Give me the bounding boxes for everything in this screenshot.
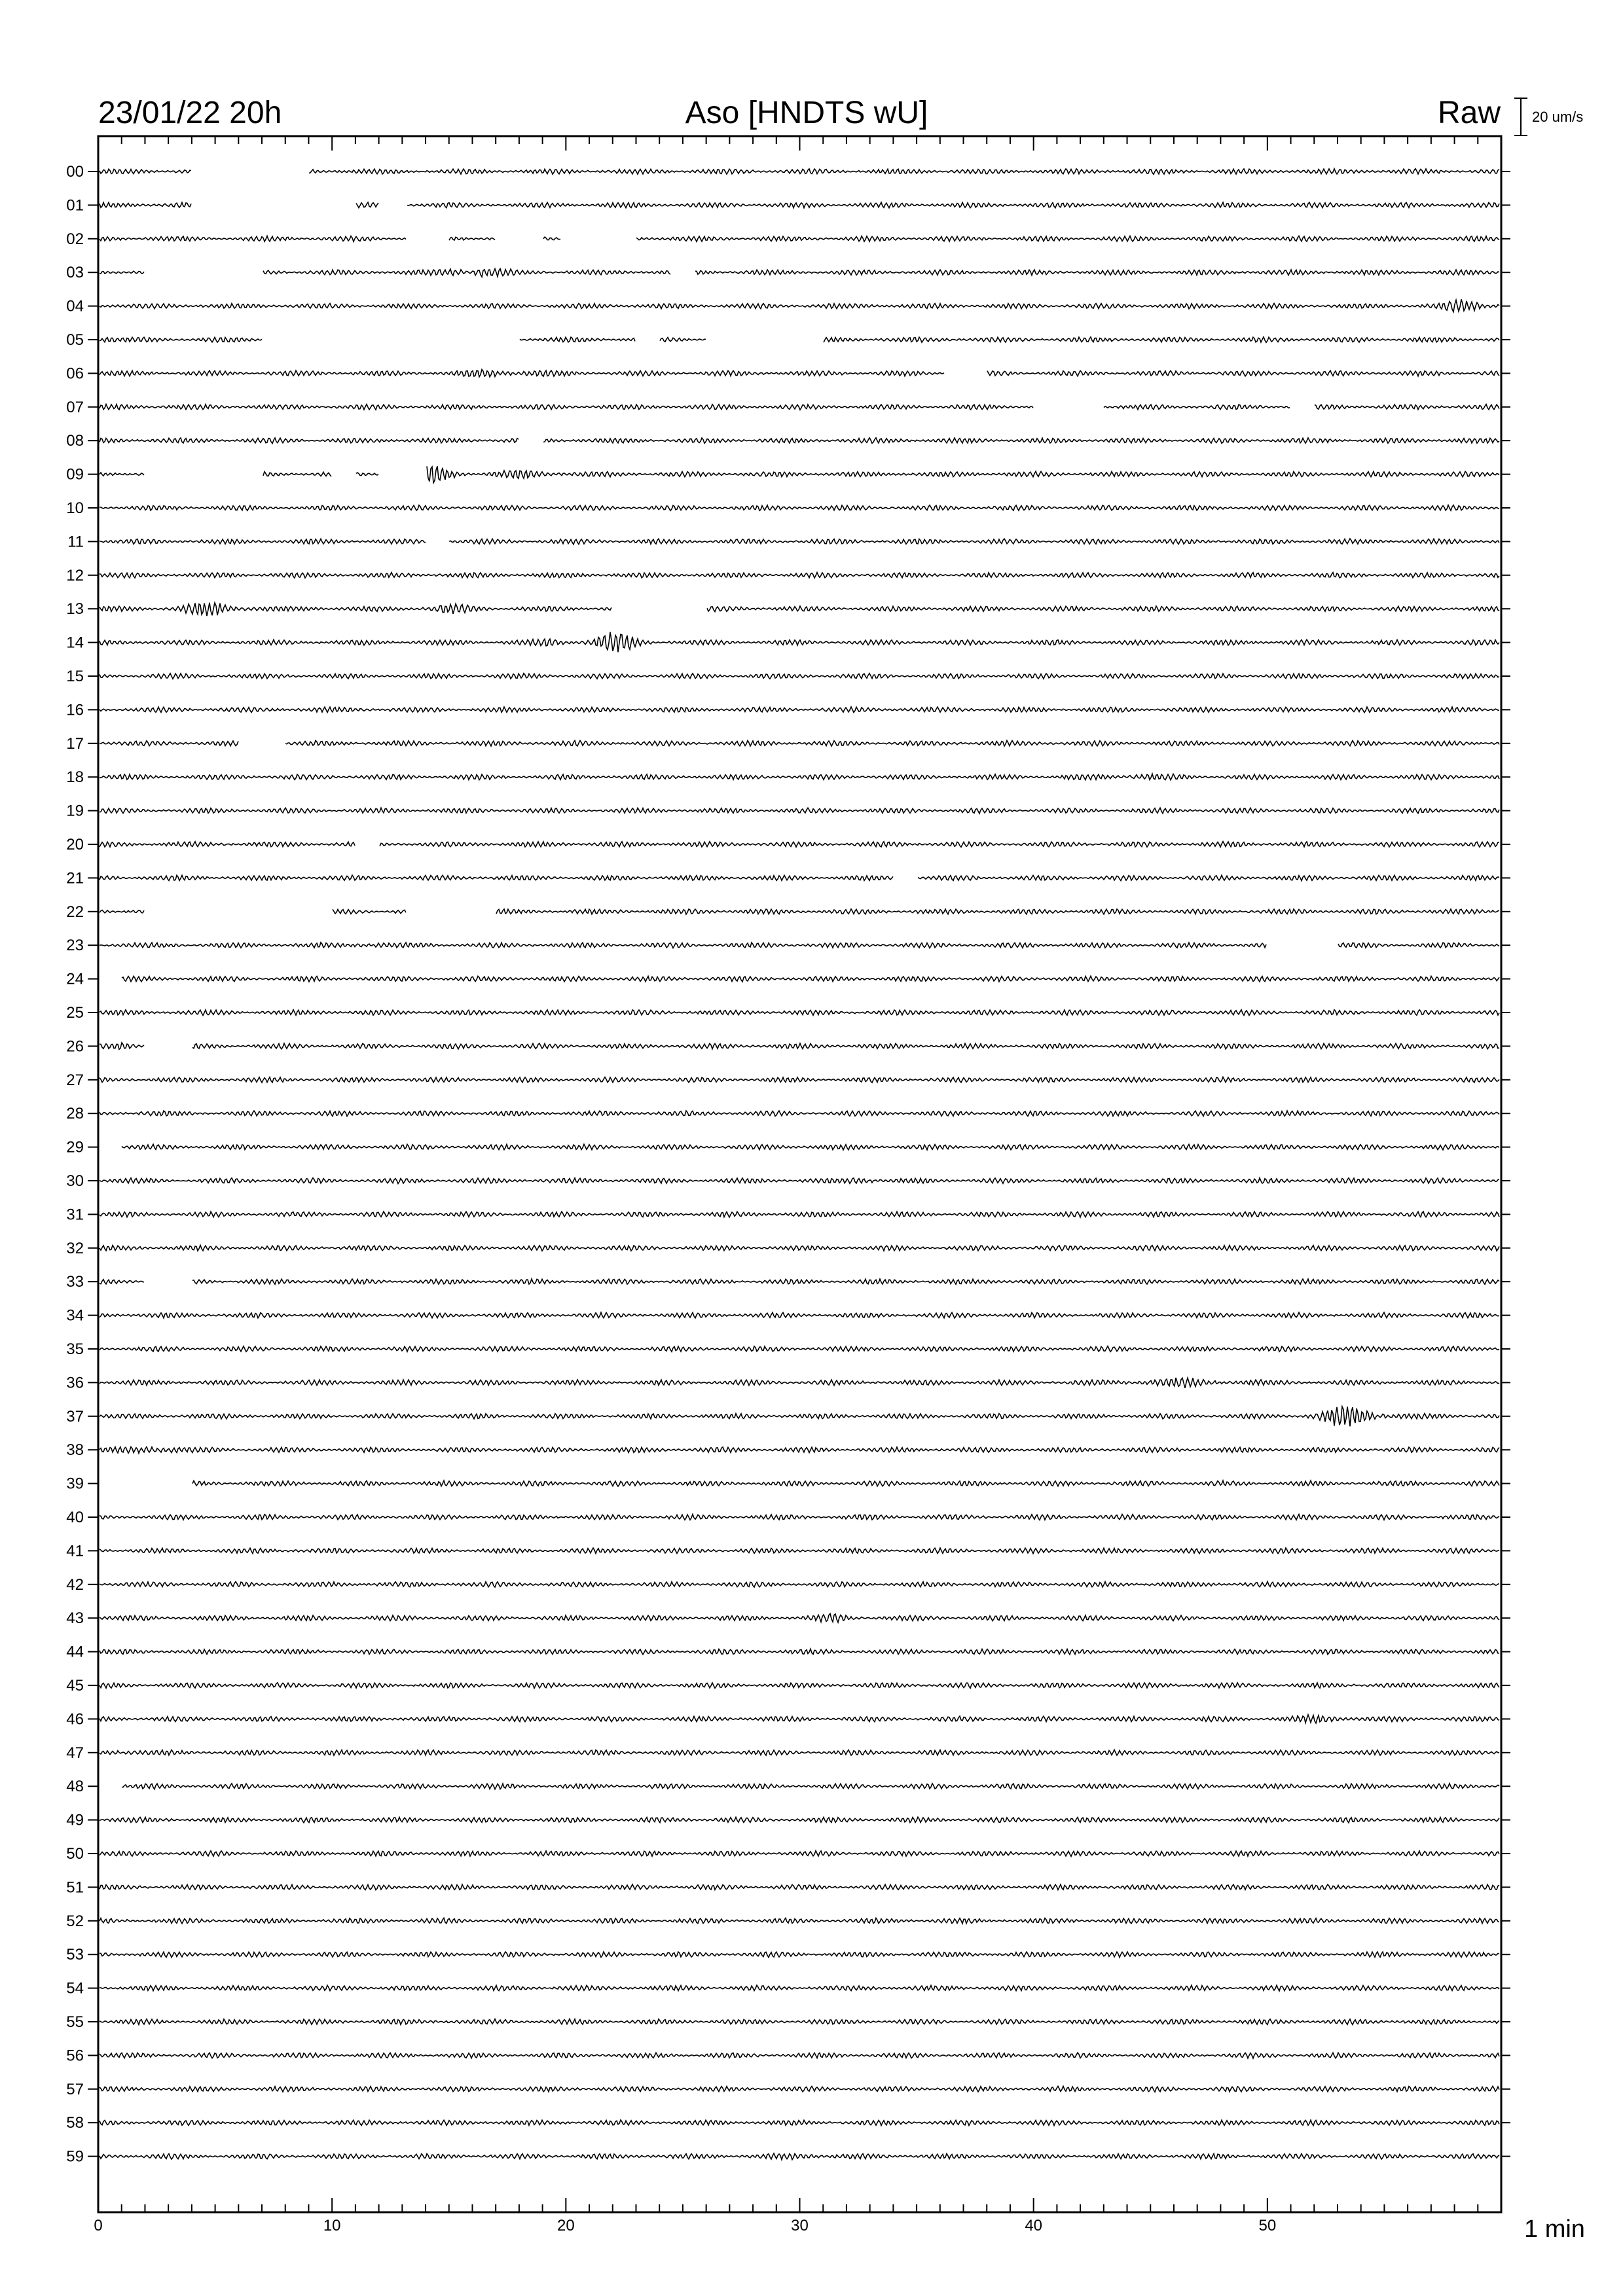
- row-label: 43: [66, 1609, 84, 1628]
- row-label: 56: [66, 2047, 84, 2065]
- x-tick-label: 50: [1258, 2217, 1277, 2234]
- header-mode: Raw: [1437, 96, 1501, 130]
- row-label: 22: [66, 903, 84, 921]
- row-label: 59: [66, 2147, 84, 2166]
- header-station: Aso [HNDTS wU]: [685, 96, 928, 130]
- row-label: 37: [66, 1407, 84, 1426]
- row-label: 13: [66, 600, 84, 619]
- row-label: 47: [66, 1744, 84, 1762]
- row-label: 20: [66, 836, 84, 853]
- row-label: 18: [66, 768, 84, 787]
- x-tick-label: 10: [323, 2217, 341, 2234]
- row-label: 32: [66, 1239, 84, 1257]
- row-label: 01: [66, 196, 84, 215]
- row-label: 53: [66, 1946, 84, 1964]
- row-label: 04: [66, 297, 84, 315]
- row-label: 27: [66, 1071, 84, 1089]
- row-label: 45: [66, 1677, 84, 1695]
- row-label: 12: [66, 566, 84, 584]
- row-label: 40: [66, 1509, 84, 1526]
- row-label: 08: [66, 432, 84, 450]
- row-label: 21: [66, 869, 84, 888]
- x-axis-unit-label: 1 min: [1524, 2215, 1585, 2243]
- header-datetime: 23/01/22 20h: [98, 96, 282, 130]
- row-label: 55: [66, 2013, 84, 2031]
- x-tick-label: 0: [94, 2217, 103, 2234]
- x-tick-label: 20: [556, 2217, 575, 2234]
- row-label: 54: [66, 1979, 84, 1998]
- row-label: 58: [66, 2114, 84, 2132]
- row-label: 26: [66, 1037, 84, 1056]
- row-label: 09: [66, 465, 84, 484]
- row-label: 02: [66, 230, 84, 248]
- row-label: 39: [66, 1475, 84, 1493]
- row-label: 51: [66, 1878, 84, 1897]
- row-label: 28: [66, 1105, 84, 1123]
- row-label: 17: [66, 734, 84, 753]
- x-tick-label: 30: [791, 2217, 809, 2234]
- row-label: 34: [66, 1306, 84, 1325]
- row-label: 10: [66, 499, 84, 517]
- row-label: 31: [66, 1206, 84, 1224]
- row-label: 48: [66, 1778, 84, 1796]
- row-label: 38: [66, 1441, 84, 1460]
- row-label: 50: [66, 1845, 84, 1863]
- row-label: 30: [66, 1172, 84, 1190]
- row-label: 44: [66, 1643, 84, 1661]
- row-label: 25: [66, 1004, 84, 1022]
- row-label: 57: [66, 2080, 84, 2098]
- row-label: 29: [66, 1138, 84, 1157]
- row-label: 00: [66, 163, 84, 181]
- row-label: 49: [66, 1811, 84, 1829]
- row-label: 23: [66, 937, 84, 955]
- row-label: 14: [66, 634, 84, 652]
- row-label: 35: [66, 1340, 84, 1358]
- scale-bar-label: 20 um/s: [1532, 109, 1584, 125]
- x-tick-label: 40: [1025, 2217, 1043, 2234]
- row-label: 03: [66, 264, 84, 282]
- row-label: 41: [66, 1542, 84, 1560]
- row-label: 24: [66, 970, 84, 988]
- row-label: 06: [66, 365, 84, 383]
- row-label: 15: [66, 668, 84, 685]
- row-label: 05: [66, 331, 84, 349]
- row-label: 46: [66, 1710, 84, 1729]
- row-label: 33: [66, 1273, 84, 1291]
- row-label: 19: [66, 802, 84, 820]
- row-label: 42: [66, 1575, 84, 1594]
- row-label: 52: [66, 1912, 84, 1930]
- row-label: 16: [66, 701, 84, 719]
- row-label: 07: [66, 398, 84, 416]
- row-label: 36: [66, 1374, 84, 1392]
- row-label: 11: [67, 533, 84, 551]
